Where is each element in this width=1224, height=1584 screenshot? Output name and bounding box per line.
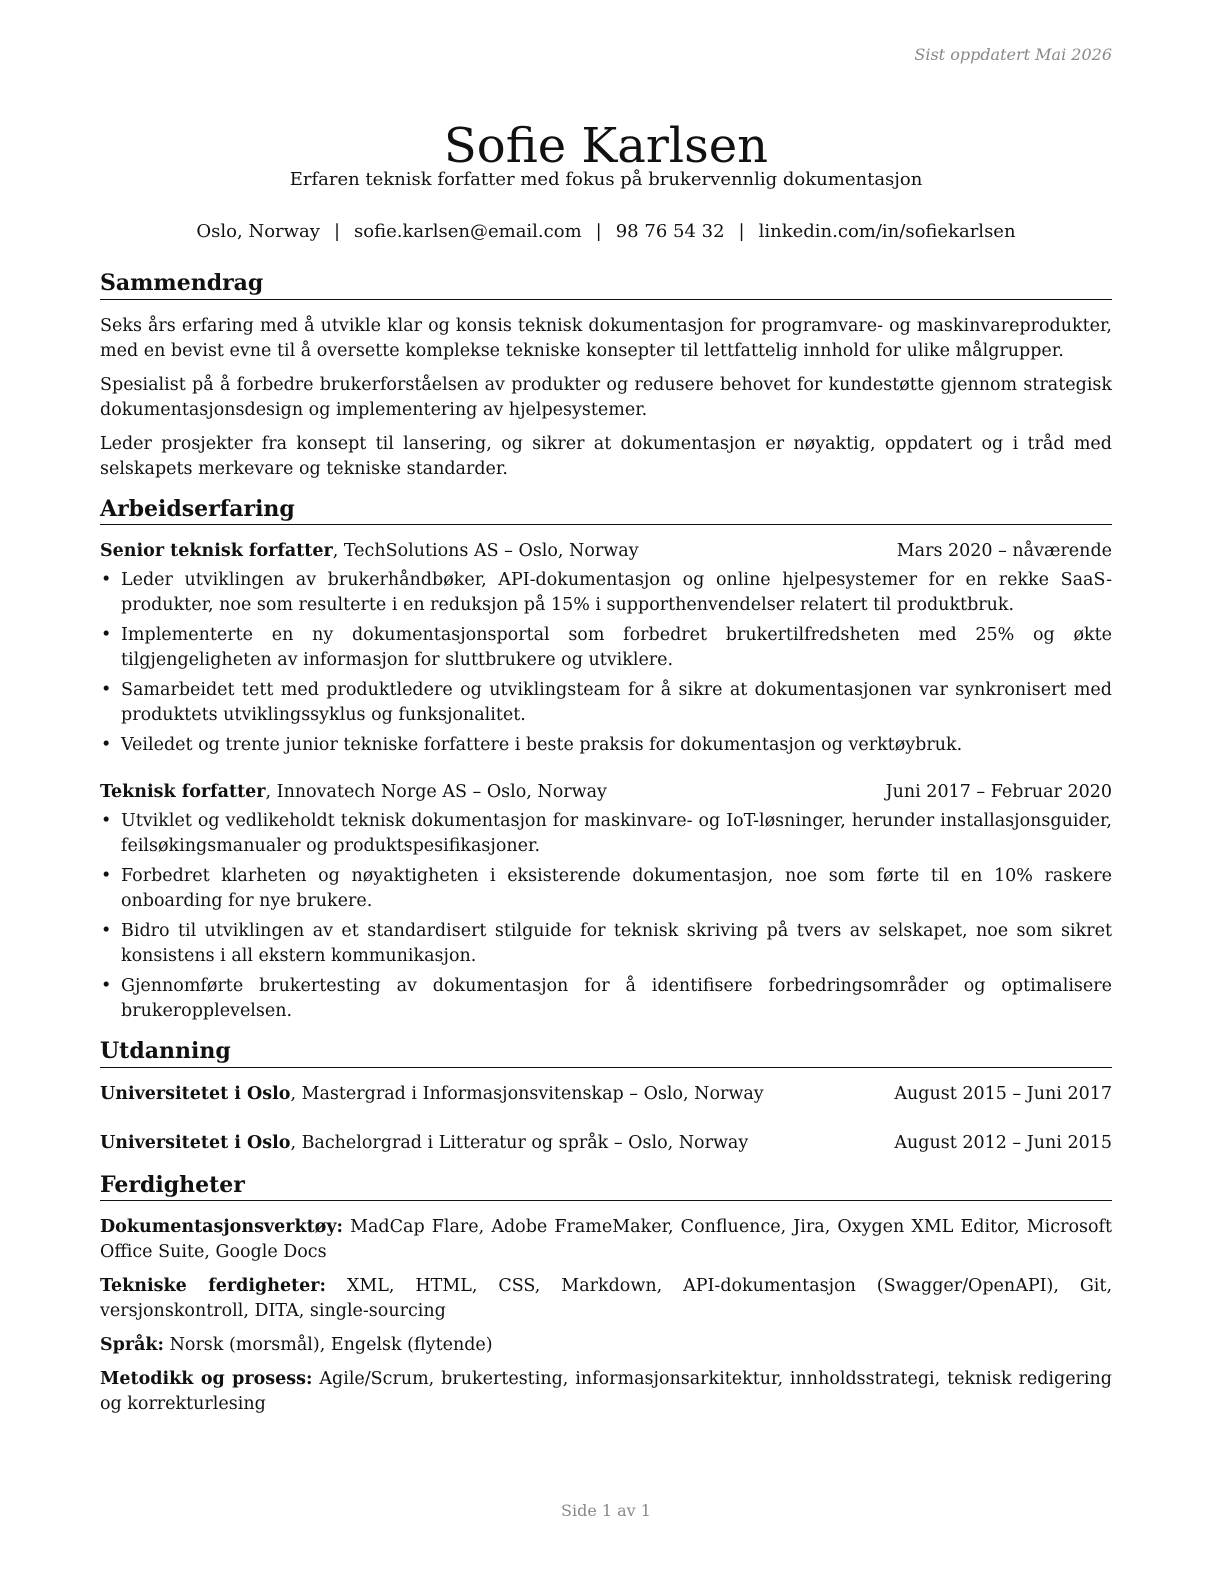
- bullet-icon: •: [101, 866, 112, 886]
- skill-value: MadCap Flare, Adobe FrameMaker, Confluence, Jira, Oxygen XML Editor, Microsoft Office Suite, Google Docs: [100, 1217, 1112, 1262]
- job-bullet-text: Veiledet og trente junior tekniske forfattere i beste praksis for dokumentasjon og verktøybruk.: [121, 735, 963, 755]
- job-header: [100, 539, 1112, 564]
- candidate-name: Sofie Karlsen: [443, 118, 769, 175]
- job-dates: Mars 2020 – nåværende: [896, 541, 1112, 561]
- education-entry: [100, 1131, 1112, 1156]
- skill-row: [100, 1333, 1112, 1358]
- skill-label: Metodikk og prosess:: [100, 1369, 313, 1389]
- skills-section: [100, 1172, 1112, 1418]
- job-bullets: [100, 568, 1112, 758]
- job-bullet: [100, 809, 1112, 859]
- education-dates: August 2012 – Juni 2015: [894, 1132, 1112, 1153]
- education-section: [100, 1038, 1112, 1156]
- contact-separator: |: [595, 221, 602, 242]
- job-bullet: [100, 623, 1112, 673]
- skill-label: Dokumentasjonsverktøy:: [100, 1217, 343, 1237]
- job-bullet: [100, 733, 1112, 758]
- contact-phone: 98 76 54 32: [615, 221, 725, 242]
- resume-content: [100, 270, 1112, 1426]
- job-bullet-text: Bidro til utviklingen av et standardisert stilguide for teknisk skriving på tvers av selskapet, noe som sikret konsistens i all ekstern kommunikasjon.: [121, 921, 1112, 966]
- skill-label: Tekniske ferdigheter:: [100, 1276, 326, 1296]
- section-title-experience: Arbeidserfaring: [100, 496, 1112, 526]
- job-bullet-text: Samarbeidet tett med produktledere og utviklingsteam for å sikre at dokumentasjonen var synkronisert med produktets utviklingssyklus og funksjonalitet.: [121, 680, 1112, 725]
- bullet-icon: •: [101, 735, 112, 755]
- job-title-line: [100, 539, 639, 564]
- section-title-education: Utdanning: [100, 1038, 1112, 1068]
- education-entry: [100, 1082, 1112, 1107]
- section-title-skills: Ferdigheter: [100, 1172, 1112, 1202]
- education-degree: , Bachelorgrad i Litteratur og språk – Oslo, Norway: [290, 1132, 749, 1153]
- contact-linkedin[interactable]: linkedin.com/in/sofiekarlsen: [758, 221, 1016, 242]
- job-dates: Juni 2017 – Februar 2020: [885, 782, 1112, 802]
- job-bullet-text: Gjennomførte brukertesting av dokumentasjon for å identifisere forbedringsområder og optimalisere brukeropplevelsen.: [121, 976, 1112, 1021]
- job-bullet-text: Leder utviklingen av brukerhåndbøker, API-dokumentasjon og online hjelpesystemer for en rekke SaaS-produkter, noe som resulterte i en reduksjon på 15% i supporthenvendelser relatert til produktbruk.: [121, 570, 1112, 615]
- skill-value: XML, HTML, CSS, Markdown, API-dokumentasjon (Swagger/OpenAPI), Git, versjonskontroll, DITA, single-sourcing: [100, 1276, 1113, 1321]
- job-title-line: [100, 780, 607, 805]
- skill-label: Språk:: [100, 1335, 165, 1355]
- bullet-icon: •: [101, 680, 112, 700]
- skill-row: [100, 1215, 1112, 1265]
- education-line: [100, 1082, 764, 1107]
- skill-row: [100, 1274, 1112, 1324]
- education-school: Universitetet i Oslo: [100, 1132, 291, 1153]
- education-dates: August 2015 – Juni 2017: [894, 1083, 1112, 1104]
- education-degree: , Mastergrad i Informasjonsvitenskap – Oslo, Norway: [290, 1083, 764, 1104]
- job-bullet: [100, 919, 1112, 969]
- job-bullet-text: Forbedret klarheten og nøyaktigheten i eksisterende dokumentasjon, noe som førte til en 10% raskere onboarding for nye brukere.: [121, 866, 1112, 911]
- experience-section: [100, 496, 1112, 1025]
- job-bullets: [100, 809, 1112, 1024]
- bullet-icon: •: [101, 811, 112, 831]
- education-school: Universitetet i Oslo: [100, 1083, 291, 1104]
- job-bullet: [100, 864, 1112, 914]
- summary-paragraph: Seks års erfaring med å utvikle klar og konsis teknisk dokumentasjon for programvare- og maskinvareprodukter, med en bevist evne til å oversette komplekse tekniske konsepter til lettfattelig innhold for ulike målgrupper.: [100, 315, 1112, 361]
- job-company: , Innovatech Norge AS – Oslo, Norway: [265, 782, 607, 802]
- job-header: [100, 780, 1112, 805]
- tagline: Erfaren teknisk forfatter med fokus på brukervennlig dokumentasjon: [289, 169, 923, 190]
- skill-value: Agile/Scrum, brukertesting, informasjonsarkitektur, innholdsstrategi, teknisk redigering og korrekturlesing: [100, 1369, 1112, 1414]
- bullet-icon: •: [101, 921, 112, 941]
- job-entry: [100, 539, 1112, 758]
- skill-value: Norsk (morsmål), Engelsk (flytende): [164, 1335, 493, 1355]
- bullet-icon: •: [101, 976, 112, 996]
- resume-page: [100, 0, 1112, 1584]
- bullet-icon: •: [101, 570, 112, 590]
- job-entry: [100, 780, 1112, 1024]
- contact-line: [100, 220, 1112, 243]
- contact-location: Oslo, Norway: [196, 221, 320, 242]
- job-bullet: [100, 678, 1112, 728]
- job-role: Senior teknisk forfatter: [100, 541, 333, 561]
- contact-separator: |: [333, 221, 341, 242]
- last-updated: Sist oppdatert Mai 2026: [914, 45, 1112, 64]
- job-bullet-text: Implementerte en ny dokumentasjonsportal som forbedret brukertilfredsheten med 25% og økte tilgjengeligheten av informasjon for sluttbrukere og utviklere.: [121, 625, 1112, 670]
- skill-row: [100, 1367, 1112, 1417]
- job-company: , TechSolutions AS – Oslo, Norway: [332, 541, 639, 561]
- bullet-icon: •: [101, 625, 112, 645]
- job-bullet: [100, 568, 1112, 618]
- page-number: Side 1 av 1: [561, 1501, 651, 1520]
- summary-paragraph: Leder prosjekter fra konsept til lansering, og sikrer at dokumentasjon er nøyaktig, oppdatert og i tråd med selskapets merkevare og tekniske standarder.: [100, 433, 1112, 479]
- contact-separator: |: [738, 221, 745, 242]
- job-role: Teknisk forfatter: [100, 782, 266, 802]
- education-line: [100, 1131, 748, 1156]
- summary-paragraph: Spesialist på å forbedre brukerforståelsen av produkter og redusere behovet for kundestøtte gjennom strategisk dokumentasjonsdesign og implementering av hjelpesystemer.: [100, 374, 1112, 420]
- contact-email[interactable]: sofie.karlsen@email.com: [354, 221, 582, 242]
- section-title-summary: Sammendrag: [100, 270, 1112, 300]
- summary-section: [100, 270, 1112, 482]
- job-bullet: [100, 974, 1112, 1024]
- job-bullet-text: Utviklet og vedlikeholdt teknisk dokumentasjon for maskinvare- og IoT-løsninger, herunder installasjonsguider, feilsøkingsmanualer og produktspesifikasjoner.: [121, 811, 1112, 856]
